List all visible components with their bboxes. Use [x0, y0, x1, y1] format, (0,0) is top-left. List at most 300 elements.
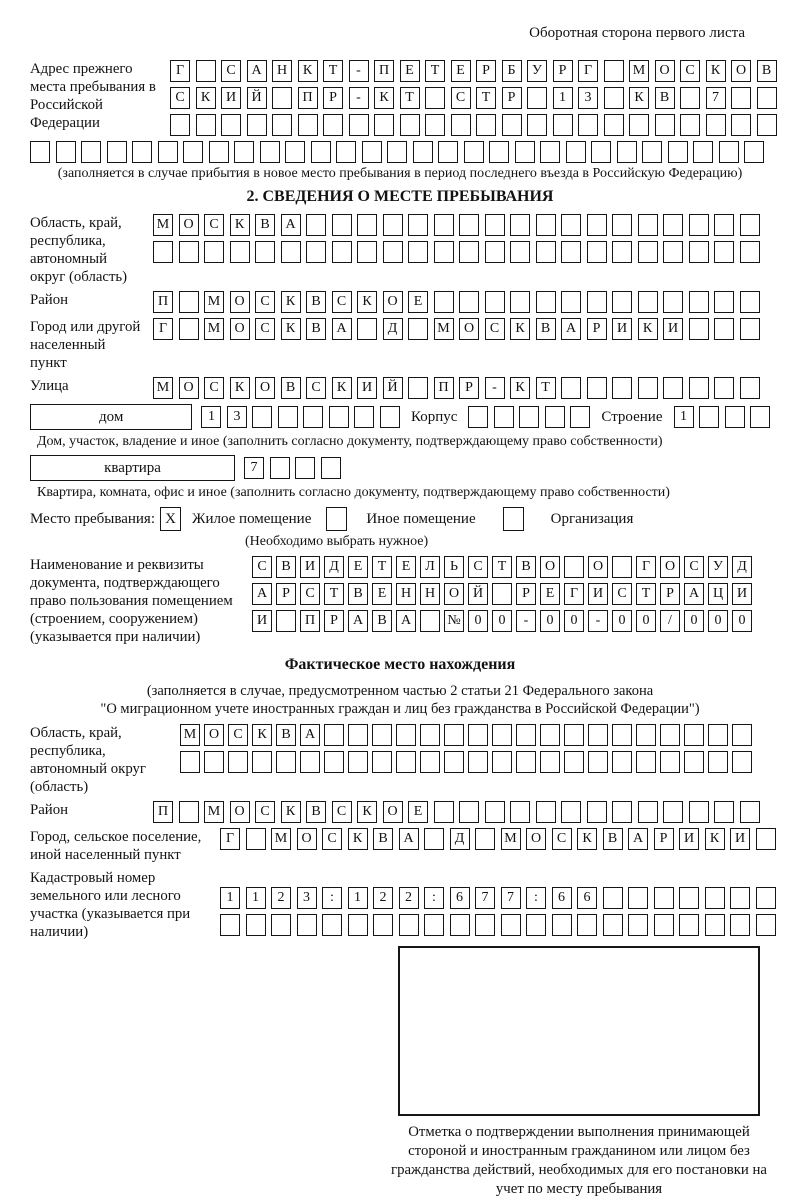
char-box[interactable]: [617, 141, 637, 163]
char-box[interactable]: Д: [732, 556, 752, 578]
char-box[interactable]: Ь: [444, 556, 464, 578]
char-box[interactable]: [714, 214, 734, 236]
char-box[interactable]: [468, 724, 488, 746]
char-box[interactable]: Т: [536, 377, 556, 399]
char-box[interactable]: [179, 291, 199, 313]
char-box[interactable]: [663, 214, 683, 236]
char-box[interactable]: [252, 751, 272, 773]
char-box[interactable]: 2: [399, 887, 419, 909]
char-box[interactable]: /: [660, 610, 680, 632]
char-box[interactable]: [680, 87, 700, 109]
char-box[interactable]: [459, 291, 479, 313]
char-box[interactable]: [260, 141, 280, 163]
char-box[interactable]: [604, 60, 624, 82]
char-box[interactable]: К: [196, 87, 216, 109]
char-box[interactable]: В: [536, 318, 556, 340]
char-box[interactable]: Е: [408, 291, 428, 313]
char-box[interactable]: 6: [450, 887, 470, 909]
char-box[interactable]: [324, 751, 344, 773]
char-box[interactable]: [408, 377, 428, 399]
char-box[interactable]: О: [383, 801, 403, 823]
char-box[interactable]: 1: [553, 87, 573, 109]
char-box[interactable]: [295, 457, 315, 479]
char-box[interactable]: 3: [227, 406, 247, 428]
char-box[interactable]: А: [684, 583, 704, 605]
char-box[interactable]: [587, 214, 607, 236]
char-box[interactable]: [519, 406, 539, 428]
char-box[interactable]: [693, 141, 713, 163]
char-box[interactable]: [708, 724, 728, 746]
char-box[interactable]: [485, 801, 505, 823]
char-box[interactable]: [536, 291, 556, 313]
char-box[interactable]: О: [588, 556, 608, 578]
char-box[interactable]: В: [655, 87, 675, 109]
char-box[interactable]: Т: [324, 583, 344, 605]
char-box[interactable]: К: [281, 318, 301, 340]
char-box[interactable]: [732, 724, 752, 746]
char-box[interactable]: [516, 724, 536, 746]
char-box[interactable]: Е: [400, 60, 420, 82]
char-box[interactable]: [603, 914, 623, 936]
char-box[interactable]: [424, 914, 444, 936]
char-box[interactable]: Р: [276, 583, 296, 605]
char-box[interactable]: [612, 377, 632, 399]
char-box[interactable]: 1: [246, 887, 266, 909]
char-box[interactable]: 7: [244, 457, 264, 479]
char-box[interactable]: [663, 241, 683, 263]
char-box[interactable]: М: [180, 724, 200, 746]
char-box[interactable]: М: [204, 801, 224, 823]
char-box[interactable]: У: [527, 60, 547, 82]
char-box[interactable]: [420, 724, 440, 746]
char-box[interactable]: [564, 556, 584, 578]
char-box[interactable]: [492, 751, 512, 773]
char-box[interactable]: К: [357, 291, 377, 313]
char-box[interactable]: [570, 406, 590, 428]
char-box[interactable]: Н: [396, 583, 416, 605]
char-box[interactable]: [679, 887, 699, 909]
char-box[interactable]: С: [612, 583, 632, 605]
char-box[interactable]: [561, 801, 581, 823]
char-box[interactable]: [408, 241, 428, 263]
char-box[interactable]: М: [501, 828, 521, 850]
char-box[interactable]: К: [705, 828, 725, 850]
char-box[interactable]: [300, 751, 320, 773]
char-box[interactable]: [387, 141, 407, 163]
char-box[interactable]: [510, 291, 530, 313]
char-box[interactable]: Е: [451, 60, 471, 82]
char-box[interactable]: [719, 141, 739, 163]
char-box[interactable]: К: [230, 377, 250, 399]
char-box[interactable]: В: [348, 583, 368, 605]
char-box[interactable]: [744, 141, 764, 163]
char-box[interactable]: [660, 724, 680, 746]
char-box[interactable]: Т: [323, 60, 343, 82]
char-box[interactable]: Б: [502, 60, 522, 82]
char-box[interactable]: [731, 87, 751, 109]
char-box[interactable]: [564, 751, 584, 773]
char-box[interactable]: Г: [153, 318, 173, 340]
char-box[interactable]: И: [730, 828, 750, 850]
char-box[interactable]: 7: [706, 87, 726, 109]
char-box[interactable]: Т: [372, 556, 392, 578]
char-box[interactable]: [438, 141, 458, 163]
char-box[interactable]: [321, 457, 341, 479]
char-box[interactable]: [396, 724, 416, 746]
char-box[interactable]: С: [680, 60, 700, 82]
char-box[interactable]: [348, 914, 368, 936]
char-box[interactable]: [492, 724, 512, 746]
char-box[interactable]: [450, 914, 470, 936]
char-box[interactable]: [271, 914, 291, 936]
char-box[interactable]: [324, 724, 344, 746]
char-box[interactable]: П: [153, 291, 173, 313]
char-box[interactable]: О: [383, 291, 403, 313]
char-box[interactable]: С: [485, 318, 505, 340]
char-box[interactable]: [348, 724, 368, 746]
char-box[interactable]: Й: [247, 87, 267, 109]
char-box[interactable]: [252, 406, 272, 428]
char-box[interactable]: [628, 914, 648, 936]
char-box[interactable]: [699, 406, 719, 428]
char-box[interactable]: И: [679, 828, 699, 850]
char-box[interactable]: [603, 887, 623, 909]
char-box[interactable]: [612, 291, 632, 313]
char-box[interactable]: О: [230, 291, 250, 313]
char-box[interactable]: [740, 241, 760, 263]
char-box[interactable]: 7: [501, 887, 521, 909]
char-box[interactable]: [705, 887, 725, 909]
char-box[interactable]: С: [322, 828, 342, 850]
char-box[interactable]: С: [684, 556, 704, 578]
char-box[interactable]: В: [255, 214, 275, 236]
char-box[interactable]: С: [221, 60, 241, 82]
char-box[interactable]: [270, 457, 290, 479]
char-box[interactable]: [230, 241, 250, 263]
char-box[interactable]: [362, 141, 382, 163]
char-box[interactable]: А: [399, 828, 419, 850]
char-box[interactable]: К: [252, 724, 272, 746]
char-box[interactable]: 0: [540, 610, 560, 632]
char-box[interactable]: [380, 406, 400, 428]
char-box[interactable]: [276, 610, 296, 632]
char-box[interactable]: [485, 214, 505, 236]
char-box[interactable]: [588, 724, 608, 746]
char-box[interactable]: [708, 751, 728, 773]
char-box[interactable]: К: [230, 214, 250, 236]
char-box[interactable]: [383, 241, 403, 263]
char-box[interactable]: [587, 377, 607, 399]
char-box[interactable]: О: [540, 556, 560, 578]
char-box[interactable]: [654, 887, 674, 909]
char-box[interactable]: Р: [324, 610, 344, 632]
char-box[interactable]: [179, 241, 199, 263]
char-box[interactable]: И: [300, 556, 320, 578]
char-box[interactable]: [349, 114, 369, 136]
char-box[interactable]: [612, 724, 632, 746]
char-box[interactable]: О: [526, 828, 546, 850]
char-box[interactable]: [756, 887, 776, 909]
char-box[interactable]: [756, 828, 776, 850]
char-box[interactable]: С: [255, 291, 275, 313]
char-box[interactable]: [612, 556, 632, 578]
char-box[interactable]: [81, 141, 101, 163]
char-box[interactable]: [204, 751, 224, 773]
char-box[interactable]: К: [281, 801, 301, 823]
char-box[interactable]: [451, 114, 471, 136]
char-box[interactable]: У: [708, 556, 728, 578]
char-box[interactable]: И: [357, 377, 377, 399]
char-box[interactable]: [604, 114, 624, 136]
char-box[interactable]: [56, 141, 76, 163]
char-box[interactable]: :: [526, 887, 546, 909]
char-box[interactable]: [400, 114, 420, 136]
char-box[interactable]: [540, 141, 560, 163]
char-box[interactable]: 0: [708, 610, 728, 632]
char-box[interactable]: К: [510, 318, 530, 340]
char-box[interactable]: 7: [475, 887, 495, 909]
apartment-type-box[interactable]: квартира: [30, 455, 235, 481]
char-box[interactable]: [221, 114, 241, 136]
char-box[interactable]: С: [228, 724, 248, 746]
char-box[interactable]: [196, 60, 216, 82]
char-box[interactable]: [510, 241, 530, 263]
char-box[interactable]: [660, 751, 680, 773]
char-box[interactable]: К: [374, 87, 394, 109]
char-box[interactable]: [476, 114, 496, 136]
char-box[interactable]: [285, 141, 305, 163]
char-box[interactable]: [655, 114, 675, 136]
char-box[interactable]: О: [179, 377, 199, 399]
char-box[interactable]: В: [306, 291, 326, 313]
char-box[interactable]: [628, 887, 648, 909]
char-box[interactable]: [374, 114, 394, 136]
char-box[interactable]: [372, 724, 392, 746]
char-box[interactable]: [750, 406, 770, 428]
char-box[interactable]: [689, 377, 709, 399]
char-box[interactable]: Р: [323, 87, 343, 109]
char-box[interactable]: [612, 241, 632, 263]
char-box[interactable]: [434, 801, 454, 823]
char-box[interactable]: 0: [564, 610, 584, 632]
char-box[interactable]: [757, 87, 777, 109]
char-box[interactable]: Е: [408, 801, 428, 823]
char-box[interactable]: А: [300, 724, 320, 746]
char-box[interactable]: [740, 318, 760, 340]
char-box[interactable]: И: [663, 318, 683, 340]
char-box[interactable]: О: [459, 318, 479, 340]
char-box[interactable]: [561, 214, 581, 236]
char-box[interactable]: [636, 751, 656, 773]
char-box[interactable]: [372, 751, 392, 773]
char-box[interactable]: [725, 406, 745, 428]
char-box[interactable]: К: [281, 291, 301, 313]
char-box[interactable]: [425, 114, 445, 136]
char-box[interactable]: Г: [564, 583, 584, 605]
char-box[interactable]: [527, 114, 547, 136]
char-box[interactable]: :: [424, 887, 444, 909]
char-box[interactable]: [494, 406, 514, 428]
char-box[interactable]: [220, 914, 240, 936]
char-box[interactable]: [730, 914, 750, 936]
char-box[interactable]: [492, 583, 512, 605]
char-box[interactable]: О: [660, 556, 680, 578]
char-box[interactable]: [30, 141, 50, 163]
char-box[interactable]: О: [655, 60, 675, 82]
char-box[interactable]: Ц: [708, 583, 728, 605]
char-box[interactable]: К: [298, 60, 318, 82]
char-box[interactable]: [679, 914, 699, 936]
char-box[interactable]: [434, 241, 454, 263]
char-box[interactable]: [396, 751, 416, 773]
char-box[interactable]: [464, 141, 484, 163]
char-box[interactable]: [336, 141, 356, 163]
char-box[interactable]: [706, 114, 726, 136]
char-box[interactable]: [246, 914, 266, 936]
char-box[interactable]: Т: [476, 87, 496, 109]
char-box[interactable]: К: [638, 318, 658, 340]
char-box[interactable]: -: [349, 87, 369, 109]
char-box[interactable]: В: [306, 801, 326, 823]
char-box[interactable]: 1: [201, 406, 221, 428]
char-box[interactable]: -: [349, 60, 369, 82]
char-box[interactable]: Р: [553, 60, 573, 82]
char-box[interactable]: [740, 214, 760, 236]
char-box[interactable]: [714, 377, 734, 399]
char-box[interactable]: [298, 114, 318, 136]
char-box[interactable]: [591, 141, 611, 163]
char-box[interactable]: К: [577, 828, 597, 850]
char-box[interactable]: В: [372, 610, 392, 632]
char-box[interactable]: [536, 241, 556, 263]
char-box[interactable]: [329, 406, 349, 428]
char-box[interactable]: [545, 406, 565, 428]
char-box[interactable]: [357, 241, 377, 263]
char-box[interactable]: П: [434, 377, 454, 399]
char-box[interactable]: [612, 801, 632, 823]
char-box[interactable]: М: [153, 214, 173, 236]
char-box[interactable]: В: [281, 377, 301, 399]
char-box[interactable]: [740, 801, 760, 823]
char-box[interactable]: Л: [420, 556, 440, 578]
char-box[interactable]: 0: [492, 610, 512, 632]
char-box[interactable]: [510, 214, 530, 236]
char-box[interactable]: С: [306, 377, 326, 399]
char-box[interactable]: О: [444, 583, 464, 605]
char-box[interactable]: И: [588, 583, 608, 605]
char-box[interactable]: [612, 214, 632, 236]
char-box[interactable]: Е: [372, 583, 392, 605]
char-box[interactable]: А: [332, 318, 352, 340]
char-box[interactable]: [420, 751, 440, 773]
char-box[interactable]: Д: [450, 828, 470, 850]
checkbox-residential[interactable]: X: [160, 507, 181, 531]
char-box[interactable]: [434, 214, 454, 236]
char-box[interactable]: Г: [578, 60, 598, 82]
char-box[interactable]: П: [300, 610, 320, 632]
char-box[interactable]: [107, 141, 127, 163]
char-box[interactable]: [756, 914, 776, 936]
char-box[interactable]: [306, 214, 326, 236]
char-box[interactable]: А: [561, 318, 581, 340]
char-box[interactable]: [689, 801, 709, 823]
char-box[interactable]: [638, 801, 658, 823]
char-box[interactable]: [642, 141, 662, 163]
char-box[interactable]: С: [300, 583, 320, 605]
char-box[interactable]: [444, 724, 464, 746]
char-box[interactable]: [663, 291, 683, 313]
char-box[interactable]: [663, 377, 683, 399]
char-box[interactable]: [757, 114, 777, 136]
char-box[interactable]: О: [230, 318, 250, 340]
char-box[interactable]: [566, 141, 586, 163]
char-box[interactable]: К: [332, 377, 352, 399]
char-box[interactable]: Г: [220, 828, 240, 850]
char-box[interactable]: О: [255, 377, 275, 399]
char-box[interactable]: [444, 751, 464, 773]
char-box[interactable]: 0: [636, 610, 656, 632]
char-box[interactable]: [730, 887, 750, 909]
char-box[interactable]: 6: [577, 887, 597, 909]
char-box[interactable]: 1: [220, 887, 240, 909]
char-box[interactable]: [684, 751, 704, 773]
char-box[interactable]: [684, 724, 704, 746]
char-box[interactable]: Е: [540, 583, 560, 605]
char-box[interactable]: Т: [636, 583, 656, 605]
char-box[interactable]: М: [434, 318, 454, 340]
char-box[interactable]: [588, 751, 608, 773]
char-box[interactable]: [515, 141, 535, 163]
char-box[interactable]: [306, 241, 326, 263]
char-box[interactable]: [527, 87, 547, 109]
char-box[interactable]: [553, 114, 573, 136]
char-box[interactable]: 2: [271, 887, 291, 909]
char-box[interactable]: [348, 751, 368, 773]
char-box[interactable]: [170, 114, 190, 136]
char-box[interactable]: М: [204, 318, 224, 340]
char-box[interactable]: А: [281, 214, 301, 236]
char-box[interactable]: Р: [476, 60, 496, 82]
char-box[interactable]: [424, 828, 444, 850]
char-box[interactable]: [516, 751, 536, 773]
char-box[interactable]: [536, 214, 556, 236]
char-box[interactable]: [332, 214, 352, 236]
char-box[interactable]: [540, 724, 560, 746]
char-box[interactable]: [408, 318, 428, 340]
char-box[interactable]: [468, 406, 488, 428]
char-box[interactable]: К: [629, 87, 649, 109]
char-box[interactable]: [561, 291, 581, 313]
char-box[interactable]: В: [276, 724, 296, 746]
char-box[interactable]: И: [732, 583, 752, 605]
char-box[interactable]: [228, 751, 248, 773]
char-box[interactable]: [485, 241, 505, 263]
char-box[interactable]: 2: [373, 887, 393, 909]
char-box[interactable]: Р: [660, 583, 680, 605]
char-box[interactable]: [654, 914, 674, 936]
char-box[interactable]: [278, 406, 298, 428]
char-box[interactable]: [612, 751, 632, 773]
house-type-box[interactable]: дом: [30, 404, 192, 430]
char-box[interactable]: М: [153, 377, 173, 399]
char-box[interactable]: А: [247, 60, 267, 82]
char-box[interactable]: [564, 724, 584, 746]
char-box[interactable]: [158, 141, 178, 163]
char-box[interactable]: [663, 801, 683, 823]
char-box[interactable]: В: [373, 828, 393, 850]
char-box[interactable]: [399, 914, 419, 936]
char-box[interactable]: -: [588, 610, 608, 632]
